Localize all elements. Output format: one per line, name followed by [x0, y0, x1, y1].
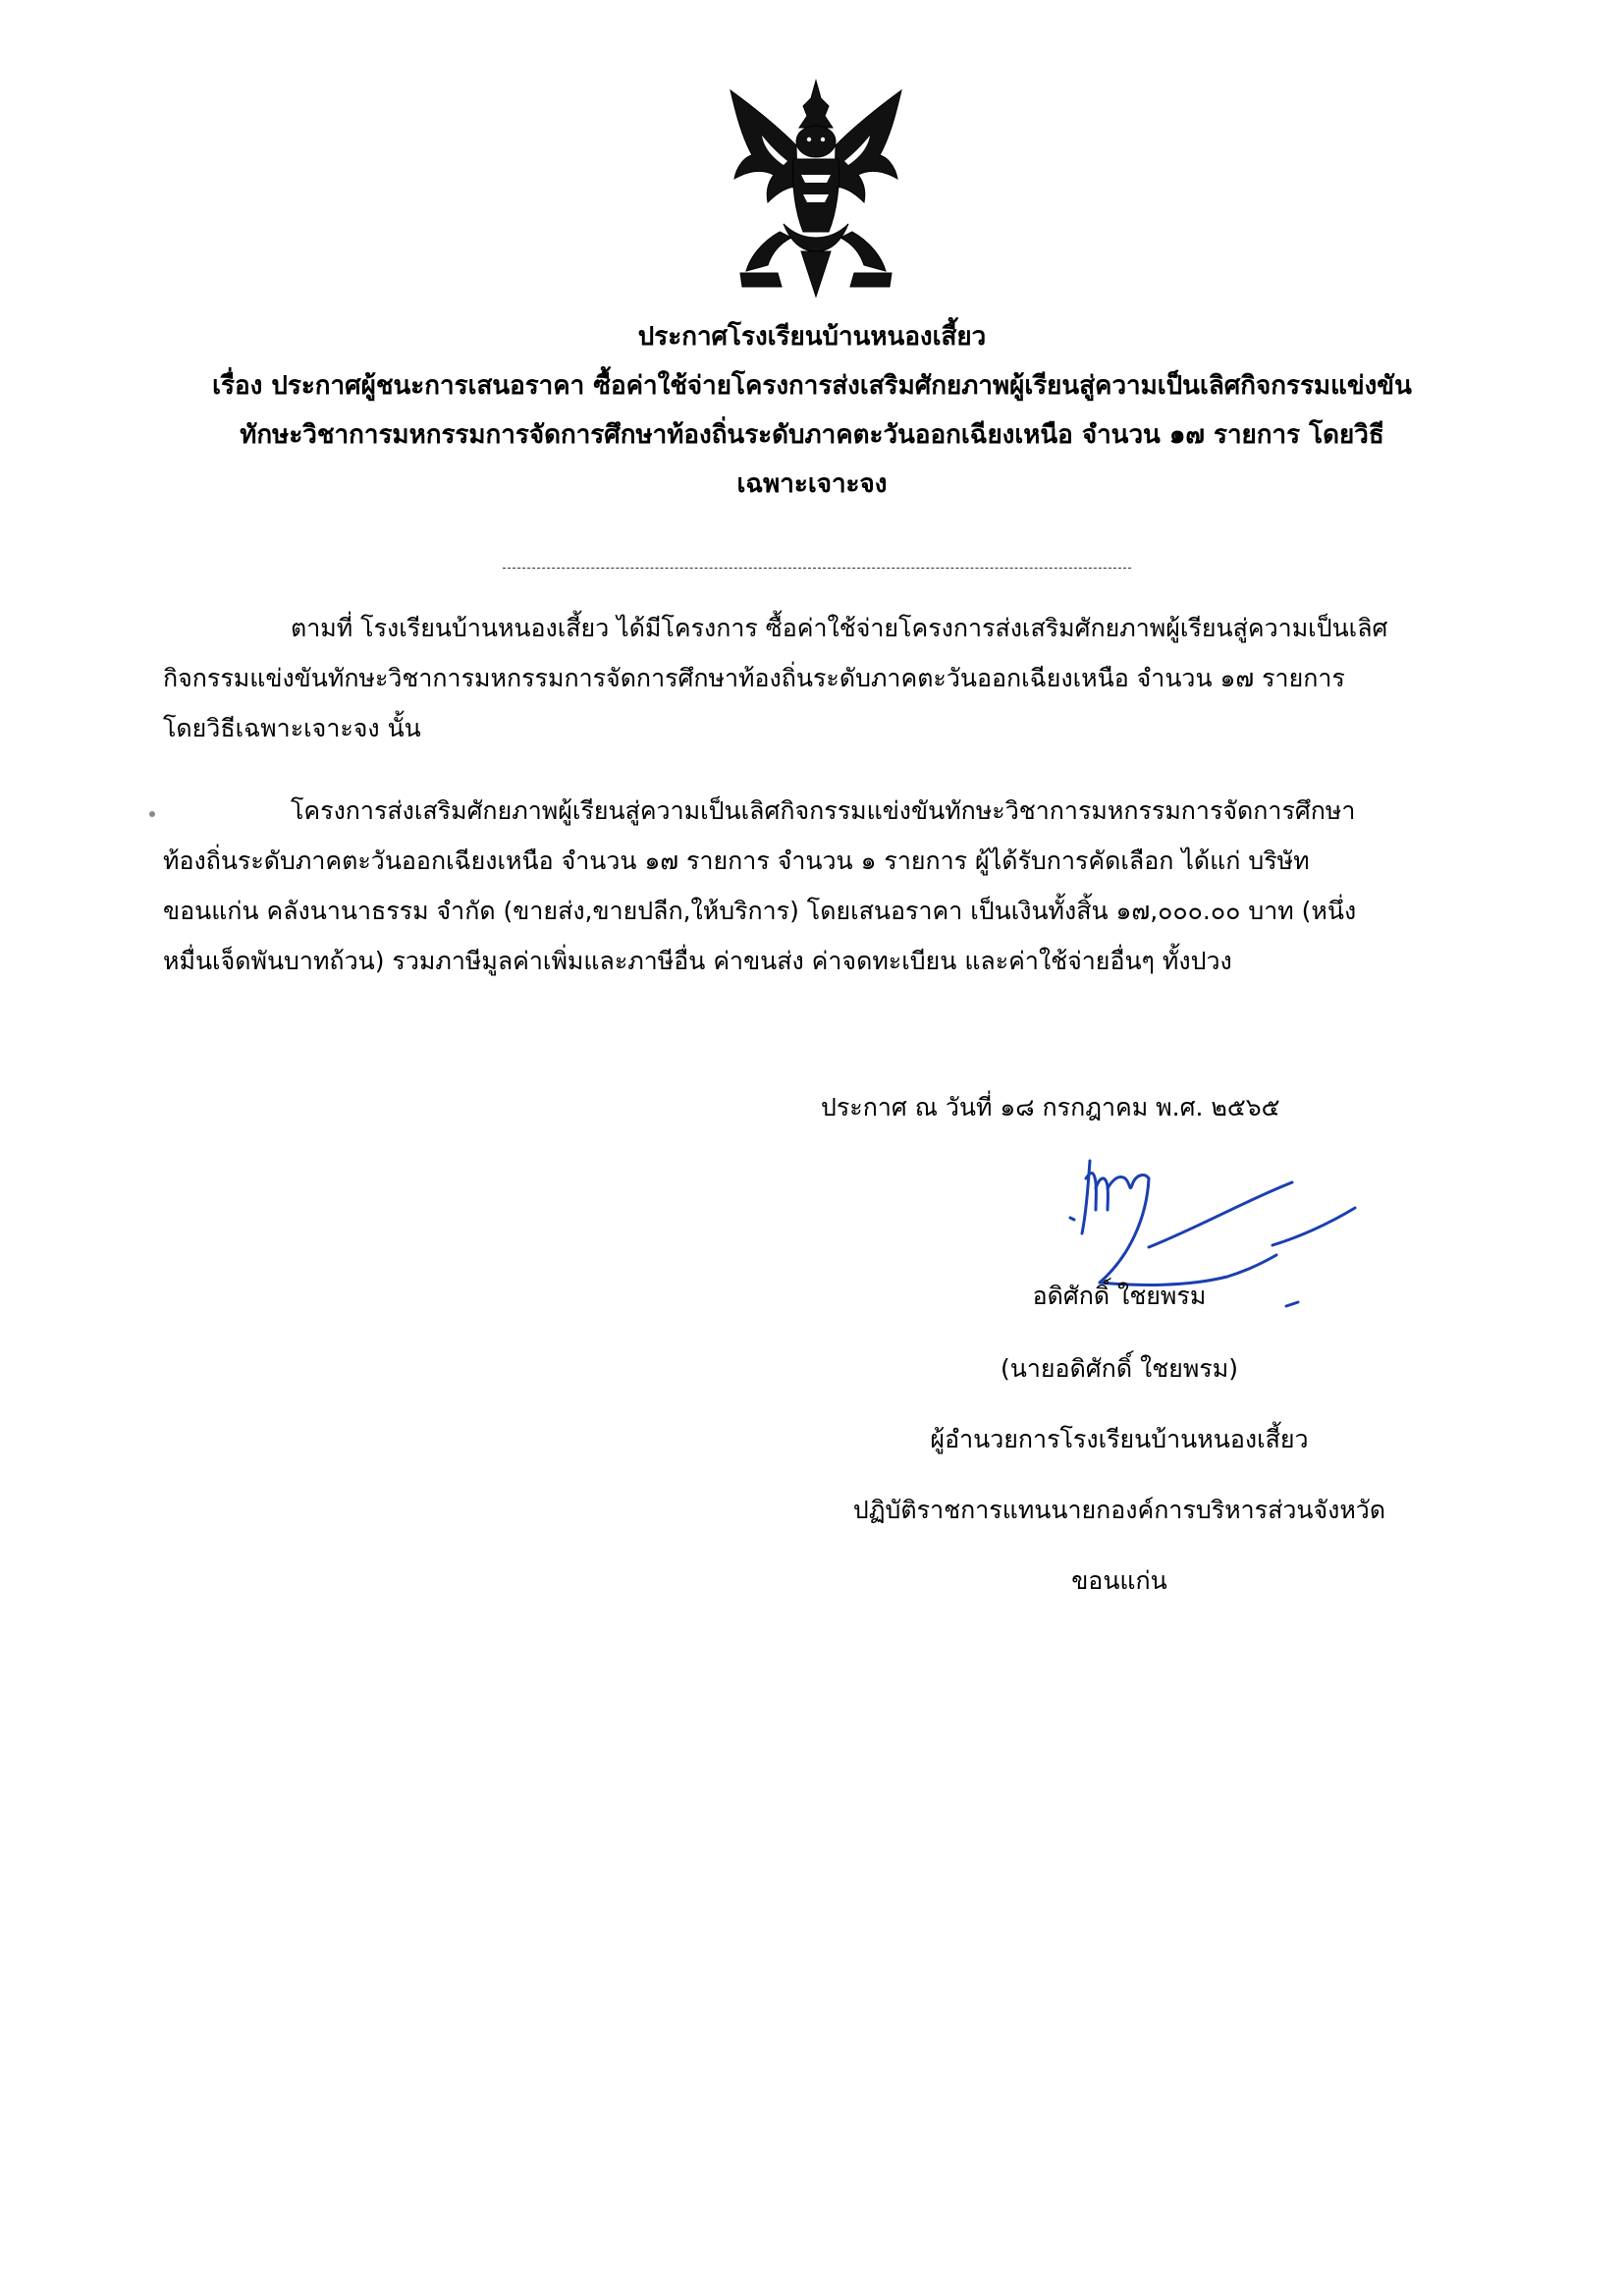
announcement-title: ประกาศโรงเรียนบ้านหนองเสี้ยว — [637, 322, 987, 352]
title-divider — [503, 568, 1131, 569]
paragraph-line: ขอนแก่น คลังนานาธรรม จำกัด (ขายส่ง,ขายปลีก,ให้บริการ) โดยเสนอราคา เป็นเงินทั้งสิ้น ๑๗,๐๐๐.๐๐ บาท (หนึ่ง — [163, 897, 1357, 925]
subject-line-1: เรื่อง ประกาศผู้ชนะการเสนอราคา ซื้อค่าใช้จ่ายโครงการส่งเสริมศักยภาพผู้เรียนสู่ความเป็นเลิศกิจกรรมแข่งขัน — [212, 371, 1412, 401]
garuda-emblem-icon — [723, 77, 909, 301]
paragraph-line: โดยวิธีเฉพาะเจาะจง นั้น — [163, 714, 421, 742]
signer-full-name: (นายอดิศักดิ์ ใชยพรม) — [1001, 1354, 1238, 1383]
paragraph-award — [163, 786, 1479, 986]
paragraph-line: โครงการส่งเสริมศักยภาพผู้เรียนสู่ความเป็นเลิศกิจกรรมแข่งขันทักษะวิชาการมหกรรมการจัดการศึกษา — [291, 796, 1356, 825]
subject-line-3: เฉพาะเจาะจง — [736, 469, 888, 499]
paragraph-background — [163, 603, 1479, 753]
subject-line-2: ทักษะวิชาการมหกรรมการจัดการศึกษาท้องถิ่นระดับภาคตะวันออกเฉียงเหนือ จำนวน ๑๗ รายการ โดยวิธี — [240, 420, 1384, 450]
signer-position-2: ปฏิบัติราชการแทนนายกองค์การบริหารส่วนจังหวัด — [852, 1496, 1386, 1524]
scan-speck — [149, 811, 155, 817]
paragraph-line: หมื่นเจ็ดพันบาทถ้วน) รวมภาษีมูลค่าเพิ่มและภาษีอื่น ค่าขนส่ง ค่าจดทะเบียน และค่าใช้จ่ายอื่นๆ ทั้งปวง — [163, 947, 1232, 975]
paragraph-line: กิจกรรมแข่งขันทักษะวิชาการมหกรรมการจัดการศึกษาท้องถิ่นระดับภาคตะวันออกเฉียงเหนือ จำนวน ๑๗ รายการ — [163, 664, 1345, 692]
signer-name: อดิศักดิ์ ใชยพรม — [1032, 1282, 1207, 1310]
signer-position-3: ขอนแก่น — [1071, 1566, 1167, 1595]
announcement-date: ประกาศ ณ วันที่ ๑๘ กรกฎาคม พ.ศ. ๒๕๖๕ — [821, 1093, 1280, 1121]
paragraph-line: ท้องถิ่นระดับภาคตะวันออกเฉียงเหนือ จำนวน ๑๗ รายการ จำนวน ๑ รายการ ผู้ได้รับการคัดเลือก ได้แก่ บริษัท — [163, 847, 1310, 875]
paragraph-line: ตามที่ โรงเรียนบ้านหนองเสี้ยว ได้มีโครงการ ซื้อค่าใช้จ่ายโครงการส่งเสริมศักยภาพผู้เรียนสู่ความเป็นเลิศ — [291, 614, 1388, 642]
announcement-header — [147, 312, 1477, 509]
signer-position-1: ผู้อำนวยการโรงเรียนบ้านหนองเสี้ยว — [930, 1425, 1309, 1453]
